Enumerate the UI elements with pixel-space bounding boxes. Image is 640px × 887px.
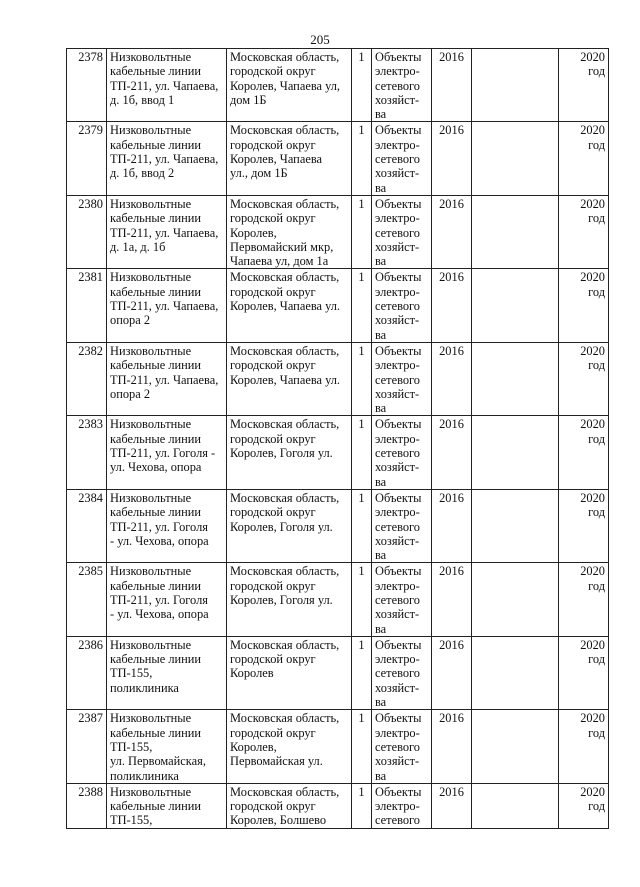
cell-line: ва <box>375 180 387 195</box>
cell-line: ва <box>375 548 387 563</box>
cell-line: 2020 <box>580 343 605 358</box>
object-name-cell <box>107 636 227 709</box>
cell-line: год <box>588 799 605 814</box>
quantity-cell: 1 <box>352 416 372 489</box>
cell-line: Низковольтные <box>110 417 192 432</box>
term-cell <box>559 342 609 415</box>
cell-line: городской округ <box>230 431 316 446</box>
cell-line: сетевого <box>375 813 420 828</box>
cell-line: Низковольтные <box>110 123 192 138</box>
cell-line: ТП-211, ул. Чапаева, <box>110 152 219 167</box>
cell-line: хозяйст- <box>375 239 420 254</box>
table-row <box>67 195 609 268</box>
cell-line: Московская область, <box>230 784 340 799</box>
note-cell <box>472 710 559 783</box>
year-cell: 2016 <box>432 122 472 195</box>
cell-line: год <box>588 578 605 593</box>
cell-line: городской округ <box>230 64 316 79</box>
cell-line: Московская область, <box>230 711 340 726</box>
object-name-cell <box>107 49 227 122</box>
object-name-cell <box>107 342 227 415</box>
address-cell <box>227 563 352 636</box>
term-cell <box>559 195 609 268</box>
note-cell <box>472 342 559 415</box>
cell-line: городской округ <box>230 137 316 152</box>
object-name-cell <box>107 783 227 828</box>
cell-line: ТП-211, ул. Чапаева, <box>110 225 219 240</box>
cell-line: сетевого <box>375 739 420 754</box>
row-number-cell: 2384 <box>67 489 107 562</box>
cell-line: сетевого <box>375 666 420 681</box>
year-cell: 2016 <box>432 563 472 636</box>
cell-line: ТП-211, ул. Чапаева, <box>110 78 219 93</box>
cell-line: хозяйст- <box>375 754 420 769</box>
cell-line: 2020 <box>580 50 605 64</box>
address-cell <box>227 122 352 195</box>
term-cell <box>559 269 609 342</box>
cell-line: ул. Первомайская, <box>110 754 206 769</box>
cell-line: 2020 <box>580 711 605 726</box>
cell-line: ул., дом 1Б <box>230 166 288 181</box>
table-row <box>67 342 609 415</box>
cell-line: дом 1Б <box>230 92 267 107</box>
cell-line: Московская область, <box>230 637 340 652</box>
category-cell <box>372 122 432 195</box>
cell-line: Московская область, <box>230 270 340 285</box>
object-name-cell <box>107 122 227 195</box>
term-cell <box>559 122 609 195</box>
cell-line: кабельные линии <box>110 211 202 226</box>
cell-line: ва <box>375 327 387 342</box>
note-cell <box>472 269 559 342</box>
cell-line: городской округ <box>230 211 316 226</box>
cell-line: Королев, Чапаева <box>230 152 323 167</box>
cell-line: Чапаева ул, дом 1а <box>230 254 329 269</box>
cell-line: кабельные линии <box>110 799 202 814</box>
note-cell <box>472 783 559 828</box>
cell-line: Низковольтные <box>110 270 192 285</box>
cell-line: 2020 <box>580 784 605 799</box>
cell-line: Объекты <box>375 343 422 358</box>
cell-line: Объекты <box>375 270 422 285</box>
cell-line: 2020 <box>580 270 605 285</box>
cell-line: хозяйст- <box>375 607 420 622</box>
cell-line: Объекты <box>375 784 422 799</box>
cell-line: электро- <box>375 284 420 299</box>
quantity-cell: 1 <box>352 49 372 122</box>
cell-line: 2020 <box>580 196 605 211</box>
cell-line: электро- <box>375 137 420 152</box>
cell-line: сетевого <box>375 299 420 314</box>
address-cell <box>227 489 352 562</box>
cell-line: городской округ <box>230 652 316 667</box>
cell-line: Объекты <box>375 637 422 652</box>
object-name-cell <box>107 195 227 268</box>
cell-line: Объекты <box>375 417 422 432</box>
cell-line: поликлиника <box>110 680 179 695</box>
cell-line: Московская область, <box>230 123 340 138</box>
cell-line: кабельные линии <box>110 725 202 740</box>
cell-line: год <box>588 64 605 79</box>
cell-line: опора 2 <box>110 386 151 401</box>
cell-line: Низковольтные <box>110 343 192 358</box>
cell-line: кабельные линии <box>110 137 202 152</box>
cell-line: сетевого <box>375 225 420 240</box>
cell-line: сетевого <box>375 592 420 607</box>
table-row <box>67 636 609 709</box>
cell-line: сетевого <box>375 78 420 93</box>
cell-line: Королев, Гоголя ул. <box>230 519 333 534</box>
cell-line: ТП-211, ул. Гоголя - <box>110 446 216 461</box>
registry-table <box>66 48 609 829</box>
row-number-cell: 2378 <box>67 49 107 122</box>
category-cell <box>372 489 432 562</box>
cell-line: - ул. Чехова, опора <box>110 533 209 548</box>
cell-line: год <box>588 137 605 152</box>
quantity-cell: 1 <box>352 489 372 562</box>
category-cell <box>372 710 432 783</box>
row-number-cell: 2379 <box>67 122 107 195</box>
table-row <box>67 563 609 636</box>
row-number-cell: 2381 <box>67 269 107 342</box>
cell-line: электро- <box>375 725 420 740</box>
cell-line: кабельные линии <box>110 578 202 593</box>
address-cell <box>227 710 352 783</box>
quantity-cell: 1 <box>352 195 372 268</box>
note-cell <box>472 49 559 122</box>
cell-line: поликлиника <box>110 768 179 783</box>
year-cell: 2016 <box>432 636 472 709</box>
object-name-cell <box>107 489 227 562</box>
quantity-cell: 1 <box>352 122 372 195</box>
cell-line: Королев, Чапаева ул, <box>230 78 341 93</box>
object-name-cell <box>107 563 227 636</box>
cell-line: сетевого <box>375 519 420 534</box>
cell-line: год <box>588 652 605 667</box>
term-cell <box>559 636 609 709</box>
cell-line: Низковольтные <box>110 490 192 505</box>
cell-line: ТП-211, ул. Чапаева, <box>110 372 219 387</box>
object-name-cell <box>107 416 227 489</box>
cell-line: городской округ <box>230 578 316 593</box>
quantity-cell: 1 <box>352 636 372 709</box>
cell-line: Низковольтные <box>110 784 192 799</box>
table-row <box>67 416 609 489</box>
cell-line: Московская область, <box>230 417 340 432</box>
year-cell: 2016 <box>432 783 472 828</box>
address-cell <box>227 195 352 268</box>
note-cell <box>472 636 559 709</box>
year-cell: 2016 <box>432 269 472 342</box>
cell-line: ТП-211, ул. Гоголя <box>110 592 208 607</box>
cell-line: ва <box>375 254 387 269</box>
note-cell <box>472 416 559 489</box>
cell-line: кабельные линии <box>110 431 202 446</box>
term-cell <box>559 49 609 122</box>
cell-line: ва <box>375 107 387 122</box>
row-number-cell: 2385 <box>67 563 107 636</box>
cell-line: Королев, Чапаева ул. <box>230 299 341 314</box>
cell-line: электро- <box>375 64 420 79</box>
cell-line: хозяйст- <box>375 92 420 107</box>
cell-line: Московская область, <box>230 490 340 505</box>
table-row <box>67 710 609 783</box>
cell-line: Королев, Чапаева ул. <box>230 372 341 387</box>
row-number-cell: 2387 <box>67 710 107 783</box>
cell-line: электро- <box>375 652 420 667</box>
quantity-cell: 1 <box>352 710 372 783</box>
registry-body <box>67 49 609 829</box>
cell-line: городской округ <box>230 358 316 373</box>
cell-line: электро- <box>375 505 420 520</box>
object-name-cell <box>107 269 227 342</box>
row-number-cell: 2382 <box>67 342 107 415</box>
cell-line: Королев, <box>230 739 277 754</box>
note-cell <box>472 563 559 636</box>
cell-line: 2020 <box>580 564 605 579</box>
note-cell <box>472 195 559 268</box>
cell-line: ул. Чехова, опора <box>110 460 202 475</box>
cell-line: городской округ <box>230 725 316 740</box>
year-cell: 2016 <box>432 49 472 122</box>
cell-line: сетевого <box>375 446 420 461</box>
row-number-cell: 2383 <box>67 416 107 489</box>
category-cell <box>372 342 432 415</box>
cell-line: д. 1б, ввод 1 <box>110 92 175 107</box>
category-cell <box>372 563 432 636</box>
address-cell <box>227 783 352 828</box>
cell-line: - ул. Чехова, опора <box>110 607 209 622</box>
quantity-cell: 1 <box>352 563 372 636</box>
quantity-cell: 1 <box>352 342 372 415</box>
term-cell <box>559 489 609 562</box>
term-cell <box>559 710 609 783</box>
cell-line: Объекты <box>375 196 422 211</box>
cell-line: сетевого <box>375 152 420 167</box>
quantity-cell: 1 <box>352 783 372 828</box>
cell-line: ва <box>375 621 387 636</box>
cell-line: хозяйст- <box>375 313 420 328</box>
cell-line: Низковольтные <box>110 564 192 579</box>
cell-line: 2020 <box>580 490 605 505</box>
category-cell <box>372 783 432 828</box>
cell-line: сетевого <box>375 372 420 387</box>
cell-line: Первомайская ул. <box>230 754 323 769</box>
table-row <box>67 269 609 342</box>
cell-line: ТП-155, <box>110 813 153 828</box>
cell-line: электро- <box>375 358 420 373</box>
object-name-cell <box>107 710 227 783</box>
cell-line: городской округ <box>230 284 316 299</box>
cell-line: год <box>588 284 605 299</box>
cell-line: городской округ <box>230 505 316 520</box>
cell-line: кабельные линии <box>110 505 202 520</box>
cell-line: ТП-155, <box>110 739 153 754</box>
row-number-cell: 2386 <box>67 636 107 709</box>
cell-line: год <box>588 505 605 520</box>
cell-line: хозяйст- <box>375 166 420 181</box>
cell-line: хозяйст- <box>375 386 420 401</box>
category-cell <box>372 195 432 268</box>
cell-line: ва <box>375 401 387 416</box>
row-number-cell: 2388 <box>67 783 107 828</box>
cell-line: электро- <box>375 431 420 446</box>
term-cell <box>559 416 609 489</box>
cell-line: Московская область, <box>230 196 340 211</box>
cell-line: электро- <box>375 578 420 593</box>
row-number-cell: 2380 <box>67 195 107 268</box>
term-cell <box>559 783 609 828</box>
cell-line: городской округ <box>230 799 316 814</box>
cell-line: кабельные линии <box>110 284 202 299</box>
cell-line: Королев, <box>230 225 277 240</box>
cell-line: ва <box>375 474 387 489</box>
cell-line: год <box>588 211 605 226</box>
page-number: 205 <box>310 32 330 47</box>
table-row <box>67 783 609 828</box>
cell-line: 2020 <box>580 637 605 652</box>
address-cell <box>227 269 352 342</box>
cell-line: Московская область, <box>230 343 340 358</box>
category-cell <box>372 49 432 122</box>
cell-line: Низковольтные <box>110 711 192 726</box>
cell-line: ТП-155, <box>110 666 153 681</box>
cell-line: кабельные линии <box>110 652 202 667</box>
table-row <box>67 489 609 562</box>
year-cell: 2016 <box>432 416 472 489</box>
cell-line: Королев <box>230 666 274 681</box>
cell-line: Объекты <box>375 123 422 138</box>
cell-line: Низковольтные <box>110 50 192 64</box>
year-cell: 2016 <box>432 710 472 783</box>
cell-line: д. 1б, ввод 2 <box>110 166 175 181</box>
cell-line: Объекты <box>375 50 422 64</box>
cell-line: электро- <box>375 211 420 226</box>
cell-line: ва <box>375 695 387 710</box>
cell-line: Московская область, <box>230 50 340 64</box>
year-cell: 2016 <box>432 342 472 415</box>
cell-line: Низковольтные <box>110 637 192 652</box>
cell-line: д. 1а, д. 1б <box>110 239 166 254</box>
address-cell <box>227 342 352 415</box>
cell-line: хозяйст- <box>375 533 420 548</box>
table-row <box>67 49 609 122</box>
cell-line: ТП-211, ул. Гоголя <box>110 519 208 534</box>
cell-line: Первомайский мкр, <box>230 239 334 254</box>
cell-line: электро- <box>375 799 420 814</box>
quantity-cell: 1 <box>352 269 372 342</box>
cell-line: 2020 <box>580 417 605 432</box>
category-cell <box>372 269 432 342</box>
address-cell <box>227 416 352 489</box>
cell-line: Королев, Гоголя ул. <box>230 592 333 607</box>
cell-line: ва <box>375 768 387 783</box>
cell-line: 2020 <box>580 123 605 138</box>
year-cell: 2016 <box>432 489 472 562</box>
cell-line: кабельные линии <box>110 358 202 373</box>
cell-line: ТП-211, ул. Чапаева, <box>110 299 219 314</box>
cell-line: Королев, Гоголя ул. <box>230 446 333 461</box>
category-cell <box>372 636 432 709</box>
cell-line: хозяйст- <box>375 460 420 475</box>
cell-line: Московская область, <box>230 564 340 579</box>
cell-line: Объекты <box>375 711 422 726</box>
address-cell <box>227 636 352 709</box>
note-cell <box>472 122 559 195</box>
year-cell: 2016 <box>432 195 472 268</box>
category-cell <box>372 416 432 489</box>
term-cell <box>559 563 609 636</box>
cell-line: год <box>588 358 605 373</box>
cell-line: год <box>588 725 605 740</box>
address-cell <box>227 49 352 122</box>
cell-line: Объекты <box>375 490 422 505</box>
cell-line: год <box>588 431 605 446</box>
cell-line: хозяйст- <box>375 680 420 695</box>
cell-line: опора 2 <box>110 313 151 328</box>
cell-line: кабельные линии <box>110 64 202 79</box>
note-cell <box>472 489 559 562</box>
cell-line: Низковольтные <box>110 196 192 211</box>
cell-line: Королев, Болшево <box>230 813 327 828</box>
cell-line: Объекты <box>375 564 422 579</box>
table-row <box>67 122 609 195</box>
